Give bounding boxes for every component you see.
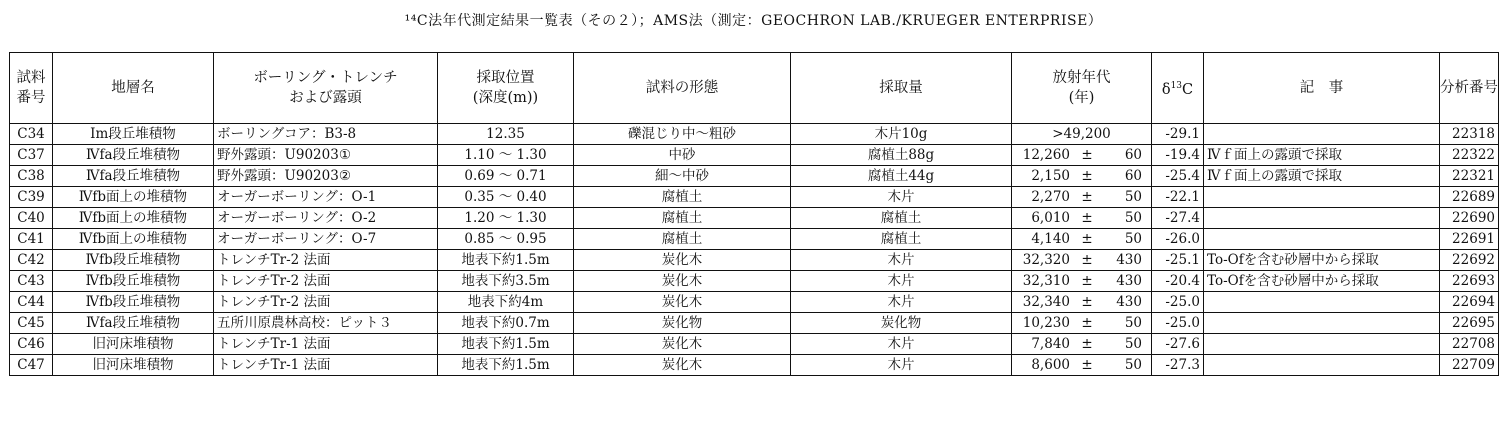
lab-no-cell: 22694	[1440, 292, 1499, 313]
table-row	[10, 208, 1499, 229]
form-cell: 腐植土	[574, 187, 791, 208]
form-cell: 炭化木	[574, 271, 791, 292]
note-cell	[1204, 229, 1440, 250]
form-cell: 炭化木	[574, 355, 791, 376]
stratum-cell: Ⅳfb面上の堆積物	[53, 229, 214, 250]
age-cell	[1012, 208, 1152, 229]
header-site: ボーリング・トレンチ および露頭	[214, 53, 438, 124]
sample-no-cell: C34	[10, 124, 53, 145]
age-cell	[1012, 187, 1152, 208]
table-row	[10, 292, 1499, 313]
note-cell	[1204, 313, 1440, 334]
lab-no-cell: 22708	[1440, 334, 1499, 355]
stratum-cell: 旧河床堆積物	[53, 334, 214, 355]
form-cell: 中砂	[574, 145, 791, 166]
site-cell: 野外露頭：U90203②	[214, 166, 438, 187]
sample-no-cell: C39	[10, 187, 53, 208]
table-row	[10, 187, 1499, 208]
d13c-cell: -26.0	[1152, 229, 1204, 250]
sample-no-cell: C43	[10, 271, 53, 292]
amount-cell: 腐植土44g	[791, 166, 1012, 187]
position-cell: 0.69 ～ 0.71	[438, 166, 574, 187]
note-cell: To-Ofを含む砂層中から採取	[1204, 250, 1440, 271]
age-plusminus: ±	[1081, 315, 1093, 331]
age-plusminus: ±	[1081, 147, 1093, 163]
stratum-cell: Ⅰm段丘堆積物	[53, 124, 214, 145]
age-error: 50	[1124, 189, 1142, 205]
amount-cell: 木片	[791, 334, 1012, 355]
age-error: 60	[1124, 168, 1142, 184]
position-cell: 1.10 ～ 1.30	[438, 145, 574, 166]
amount-cell: 木片	[791, 250, 1012, 271]
stratum-cell: Ⅳfb面上の堆積物	[53, 208, 214, 229]
sample-no-cell: C47	[10, 355, 53, 376]
site-cell: トレンチTr-2 法面	[214, 271, 438, 292]
d13c-cell: -29.1	[1152, 124, 1204, 145]
age-cell	[1012, 145, 1152, 166]
position-cell: 地表下約0.7m	[438, 313, 574, 334]
age-value: 4,140	[1031, 231, 1070, 247]
age-value: 32,340	[1022, 294, 1070, 310]
sample-no-cell: C38	[10, 166, 53, 187]
form-cell: 炭化木	[574, 292, 791, 313]
position-cell: 地表下約1.5m	[438, 250, 574, 271]
position-cell: 地表下約1.5m	[438, 355, 574, 376]
d13c-cell: -20.4	[1152, 271, 1204, 292]
form-cell: 腐植土	[574, 229, 791, 250]
position-cell: 12.35	[438, 124, 574, 145]
amount-cell: 木片	[791, 292, 1012, 313]
stratum-cell: Ⅳfa段丘堆積物	[53, 145, 214, 166]
position-cell: 地表下約3.5m	[438, 271, 574, 292]
d13c-cell: -22.1	[1152, 187, 1204, 208]
table-row	[10, 355, 1499, 376]
age-error: 50	[1124, 315, 1142, 331]
form-cell: 炭化木	[574, 334, 791, 355]
site-cell: トレンチTr-2 法面	[214, 250, 438, 271]
age-error: 50	[1124, 357, 1142, 373]
age-cell	[1012, 313, 1152, 334]
d13c-cell: -19.4	[1152, 145, 1204, 166]
amount-cell: 木片	[791, 271, 1012, 292]
amount-cell: 炭化物	[791, 313, 1012, 334]
sample-no-cell: C44	[10, 292, 53, 313]
form-cell: 炭化物	[574, 313, 791, 334]
form-cell: 炭化木	[574, 250, 791, 271]
note-cell	[1204, 208, 1440, 229]
age-plusminus: ±	[1081, 357, 1093, 373]
site-cell: トレンチTr-1 法面	[214, 334, 438, 355]
sample-no-cell: C42	[10, 250, 53, 271]
age-cell	[1012, 355, 1152, 376]
stratum-cell: Ⅳfb段丘堆積物	[53, 271, 214, 292]
lab-no-cell: 22691	[1440, 229, 1499, 250]
site-cell: オーガーボーリング：O-7	[214, 229, 438, 250]
d13c-cell: -25.4	[1152, 166, 1204, 187]
results-table	[9, 52, 1499, 376]
header-sample-no: 試料 番号	[10, 53, 53, 124]
age-error: 60	[1124, 147, 1142, 163]
lab-no-cell: 22692	[1440, 250, 1499, 271]
sample-no-cell: C37	[10, 145, 53, 166]
header-amount: 採取量	[791, 53, 1012, 124]
age-value: >49,200	[1052, 126, 1111, 142]
table-row	[10, 124, 1499, 145]
lab-no-cell: 22690	[1440, 208, 1499, 229]
stratum-cell: Ⅳfb段丘堆積物	[53, 250, 214, 271]
age-value: 2,270	[1031, 189, 1070, 205]
age-plusminus: ±	[1081, 210, 1093, 226]
table-row	[10, 313, 1499, 334]
age-cell	[1012, 271, 1152, 292]
lab-no-cell: 22693	[1440, 271, 1499, 292]
d13c-cell: -25.0	[1152, 292, 1204, 313]
age-value: 12,260	[1022, 147, 1070, 163]
table-header-row	[10, 53, 1499, 124]
age-cell	[1012, 229, 1152, 250]
table-row	[10, 166, 1499, 187]
stratum-cell: Ⅳfa段丘堆積物	[53, 313, 214, 334]
note-cell	[1204, 292, 1440, 313]
document-title: ¹⁴C法年代測定結果一覧表（その２）；AMS法（測定：GEOCHRON LAB./KRUEGER ENTERPRISE）	[404, 13, 1103, 29]
position-cell: 0.85 ～ 0.95	[438, 229, 574, 250]
note-cell	[1204, 124, 1440, 145]
site-cell: ボーリングコア：B3-8	[214, 124, 438, 145]
stratum-cell: 旧河床堆積物	[53, 355, 214, 376]
amount-cell: 木片	[791, 187, 1012, 208]
site-cell: トレンチTr-1 法面	[214, 355, 438, 376]
age-plusminus: ±	[1081, 273, 1093, 289]
lab-no-cell: 22695	[1440, 313, 1499, 334]
form-cell: 腐植土	[574, 208, 791, 229]
sample-no-cell: C45	[10, 313, 53, 334]
age-value: 32,320	[1022, 252, 1070, 268]
age-cell	[1012, 292, 1152, 313]
age-plusminus: ±	[1081, 168, 1093, 184]
age-plusminus: ±	[1081, 231, 1093, 247]
table-row	[10, 145, 1499, 166]
note-cell	[1204, 187, 1440, 208]
note-cell	[1204, 334, 1440, 355]
age-value: 7,840	[1031, 336, 1070, 352]
age-plusminus: ±	[1081, 252, 1093, 268]
site-cell: トレンチTr-2 法面	[214, 292, 438, 313]
stratum-cell: Ⅳfa段丘堆積物	[53, 166, 214, 187]
table-row	[10, 334, 1499, 355]
form-cell: 礫混じり中～粗砂	[574, 124, 791, 145]
age-cell	[1012, 250, 1152, 271]
position-cell: 地表下約4m	[438, 292, 574, 313]
note-cell: Ⅳｆ面上の露頭で採取	[1204, 145, 1440, 166]
age-error: 430	[1116, 294, 1142, 310]
age-error: 50	[1124, 210, 1142, 226]
position-cell: 地表下約1.5m	[438, 334, 574, 355]
d13c-cell: -25.1	[1152, 250, 1204, 271]
age-plusminus: ±	[1081, 336, 1093, 352]
table-row	[10, 250, 1499, 271]
header-age: 放射年代 (年)	[1012, 53, 1152, 124]
amount-cell: 木片10g	[791, 124, 1012, 145]
lab-no-cell: 22689	[1440, 187, 1499, 208]
site-cell: オーガーボーリング：O-1	[214, 187, 438, 208]
d13c-cell: -27.4	[1152, 208, 1204, 229]
stratum-cell: Ⅳfb面上の堆積物	[53, 187, 214, 208]
amount-cell: 木片	[791, 355, 1012, 376]
amount-cell: 腐植土	[791, 229, 1012, 250]
lab-no-cell: 22318	[1440, 124, 1499, 145]
table-row	[10, 229, 1499, 250]
age-error: 50	[1124, 336, 1142, 352]
sample-no-cell: C40	[10, 208, 53, 229]
age-value: 10,230	[1022, 315, 1070, 331]
position-cell: 0.35 ～ 0.40	[438, 187, 574, 208]
header-stratum: 地層名	[53, 53, 214, 124]
age-cell	[1012, 166, 1152, 187]
age-value: 32,310	[1022, 273, 1070, 289]
age-plusminus: ±	[1081, 294, 1093, 310]
note-cell: Ⅳｆ面上の露頭で採取	[1204, 166, 1440, 187]
table-body	[10, 124, 1499, 376]
d13c-cell: -27.6	[1152, 334, 1204, 355]
lab-no-cell: 22709	[1440, 355, 1499, 376]
amount-cell: 腐植土	[791, 208, 1012, 229]
stratum-cell: Ⅳfb段丘堆積物	[53, 292, 214, 313]
age-cell	[1012, 124, 1152, 145]
age-cell	[1012, 334, 1152, 355]
table-row	[10, 271, 1499, 292]
age-value: 2,150	[1031, 168, 1070, 184]
d13c-cell: -25.0	[1152, 313, 1204, 334]
age-value: 6,010	[1031, 210, 1070, 226]
age-value: 8,600	[1031, 357, 1070, 373]
lab-no-cell: 22321	[1440, 166, 1499, 187]
site-cell: 野外露頭：U90203①	[214, 145, 438, 166]
amount-cell: 腐植土88g	[791, 145, 1012, 166]
d13c-cell: -27.3	[1152, 355, 1204, 376]
site-cell: 五所川原農林高校：ピット３	[214, 313, 438, 334]
header-position: 採取位置 (深度(m))	[438, 53, 574, 124]
age-error: 50	[1124, 231, 1142, 247]
site-cell: オーガーボーリング：O-2	[214, 208, 438, 229]
header-note: 記 事	[1204, 53, 1440, 124]
header-form: 試料の形態	[574, 53, 791, 124]
note-cell: To-Ofを含む砂層中から採取	[1204, 271, 1440, 292]
age-error: 430	[1116, 273, 1142, 289]
header-lab-no: 分析番号	[1440, 53, 1499, 124]
sample-no-cell: C46	[10, 334, 53, 355]
position-cell: 1.20 ～ 1.30	[438, 208, 574, 229]
header-d13c: $\delta^{13}C$	[1152, 53, 1204, 124]
lab-no-cell: 22322	[1440, 145, 1499, 166]
form-cell: 細～中砂	[574, 166, 791, 187]
age-plusminus: ±	[1081, 189, 1093, 205]
sample-no-cell: C41	[10, 229, 53, 250]
note-cell	[1204, 355, 1440, 376]
age-error: 430	[1116, 252, 1142, 268]
